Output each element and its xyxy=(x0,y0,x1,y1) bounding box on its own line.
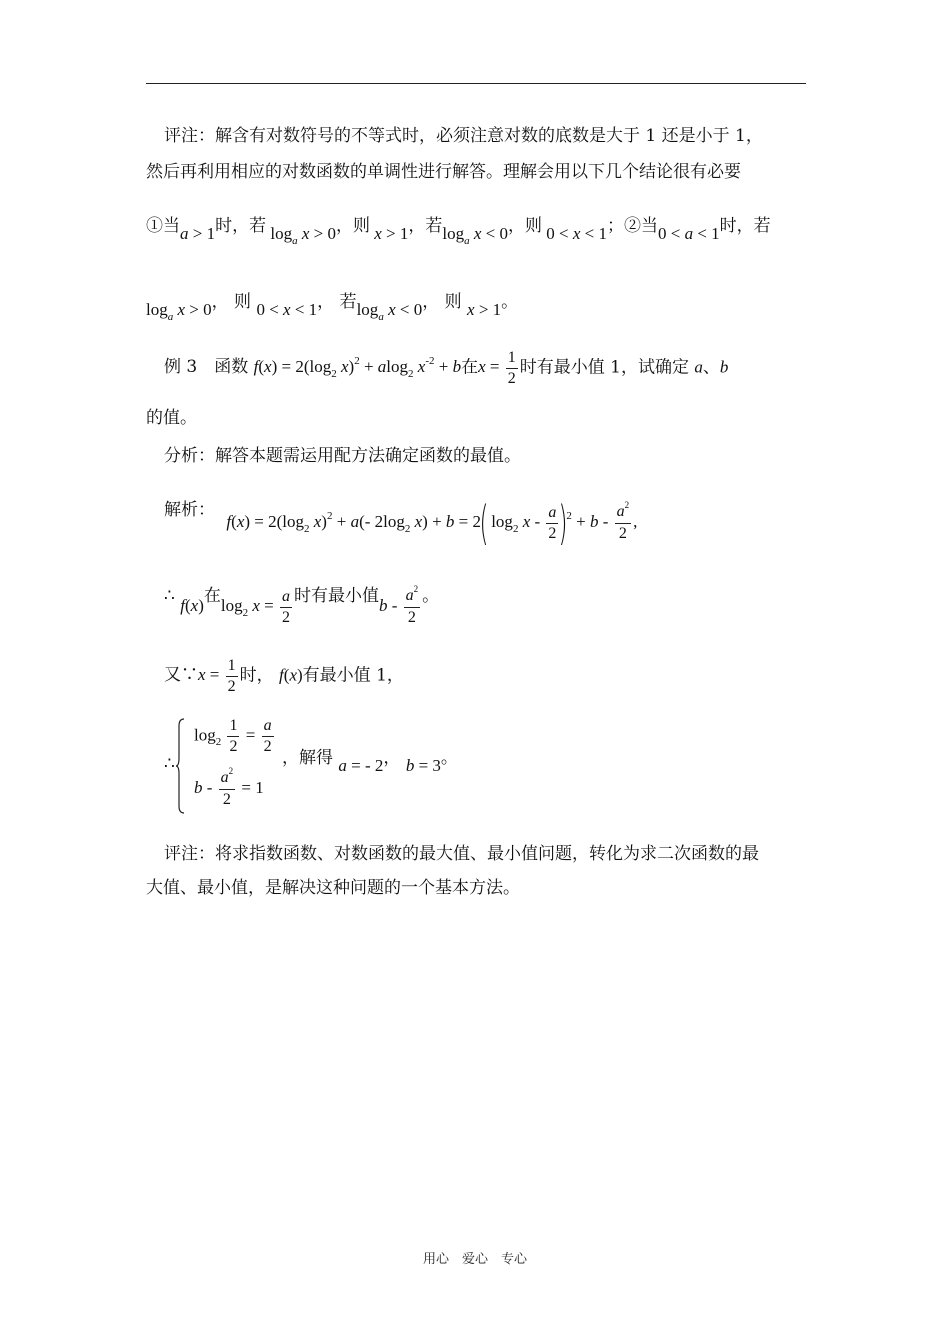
formula-example-function: $f(x) = 2(\log_2$ x)$^2$ + alog$_2$ $x^{-2} + b$ xyxy=(253,355,462,381)
comment-line-2: 然后再利用相应的对数函数的单调性进行解答。理解会用以下几个结论很有必要 xyxy=(146,162,741,182)
solution-system: ∴ $\log_2$ $\frac{1}{2}$ = $\frac{a}{2}$ b - $\frac{a^2}{2}$ = 1 ，解得 a = - 2， b = 3。 xyxy=(146,716,808,820)
solution-line-2: ∴ f(x)在$\log_2 x$ = $\frac{a}{2}$ 时有最小值b - $\frac{a^2}{2}$ 。 xyxy=(164,584,440,626)
header-rule xyxy=(146,83,806,84)
comment-line-1: 评注：解含有对数符号的不等式时，必须注意对数的底数是大于 1 还是小于 1， xyxy=(164,126,763,146)
solution-line-3: 又∵x = $\frac{1}{2}$ 时， f(x)有最小值 1， xyxy=(164,657,404,695)
brace-icon xyxy=(176,718,185,814)
symbol-a: a xyxy=(694,357,703,377)
comment2-line-1: 评注：将求指数函数、对数函数的最大值、最小值问题，转化为求二次函数的最 xyxy=(164,844,759,864)
formula-x-eq-half: x = $\frac{1}{2}$ xyxy=(478,349,516,387)
formula-completing-square: $f(x) = 2(\log_2$ x)$^2$ + a(- $2\log_2$ x) + b = 2( $\log_2 x$ - $\frac{a}{2}$ )$^2$ + b - $\frac{a^2}{2}$ , xyxy=(226,496,638,550)
formula-x-eq-half-b: x = $\frac{1}{2}$ xyxy=(198,657,236,695)
example-line-1: 例 3 函数 $f(x) = 2(\log_2$ x)$^2$ + alog$_2$ $x^{-2} + b$在x = $\frac{1}{2}$ 时有最小值 1，试确定 a、b xyxy=(164,349,729,387)
formula-log-gt-0: $\log_a x > 0$ xyxy=(266,224,336,247)
comment2-line-2: 大值、最小值，是解决这种问题的一个基本方法。 xyxy=(146,878,520,898)
equation-1: $\log_2$ $\frac{1}{2}$ = $\frac{a}{2}$ xyxy=(194,717,272,755)
formula-log-gt-0-b: $\log_a x > 0$ xyxy=(146,300,212,323)
formula-fx: f(x) xyxy=(180,595,204,615)
solution-line-1: 解析： $f(x) = 2(\log_2$ x)$^2$ + a(- $2\log_2$ x) + b = 2( $\log_2 x$ - $\frac{a}{2}$ )$^2$ + b - $\frac{a^2}{2}$ , xyxy=(164,496,638,550)
formula-min-value: b - $\frac{a^2}{2}$ xyxy=(378,584,419,626)
solve-result: ，解得 a = - 2， b = 3。 xyxy=(282,748,458,775)
analysis-line: 分析：解答本题需运用配方法确定函数的最值。 xyxy=(164,446,521,466)
formula-log-lt-0-b: $\log_a x < 0$ xyxy=(356,300,423,323)
formula-a-gt-1: a > 1 xyxy=(180,224,216,243)
formula-0-lt-a-lt-1: 0 < a < 1 xyxy=(657,224,720,243)
equation-2: b - $\frac{a^2}{2}$ = 1 xyxy=(194,766,264,808)
formula-x-gt-1-b: x > 1 xyxy=(467,300,502,319)
formula-x-gt-1: x > 1 xyxy=(374,224,409,243)
page-footer: 用心 爱心 专心 xyxy=(422,1252,527,1267)
formula-log2x-eq-a-over-2: $\log_2 x$ = $\frac{a}{2}$ xyxy=(220,587,290,626)
formula-log-lt-0: $\log_a x < 0$ xyxy=(442,224,508,247)
formula-fx-b: f(x) xyxy=(279,665,303,685)
symbol-b: b xyxy=(719,357,729,377)
conclusions-line-2: $\log_a x > 0$， 则 0 < x < 1， 若$\log_a x < 0$， 则 x > 1。 xyxy=(146,292,519,323)
example-line-2: 的值。 xyxy=(146,408,197,428)
formula-a-eq-neg2: a = - 2 xyxy=(338,756,384,775)
conclusions-line-1: ①当a > 1时，若 $\log_a x > 0$，则 x > 1，若$\log_a x < 0$，则 0 < x < 1；②当0 < a < 1时，若 xyxy=(146,216,771,247)
formula-b-eq-3: b = 3 xyxy=(405,756,441,775)
formula-0-lt-x-lt-1: 0 < x < 1 xyxy=(541,224,607,243)
formula-0-lt-x-lt-1-b: 0 < x < 1 xyxy=(256,300,318,319)
